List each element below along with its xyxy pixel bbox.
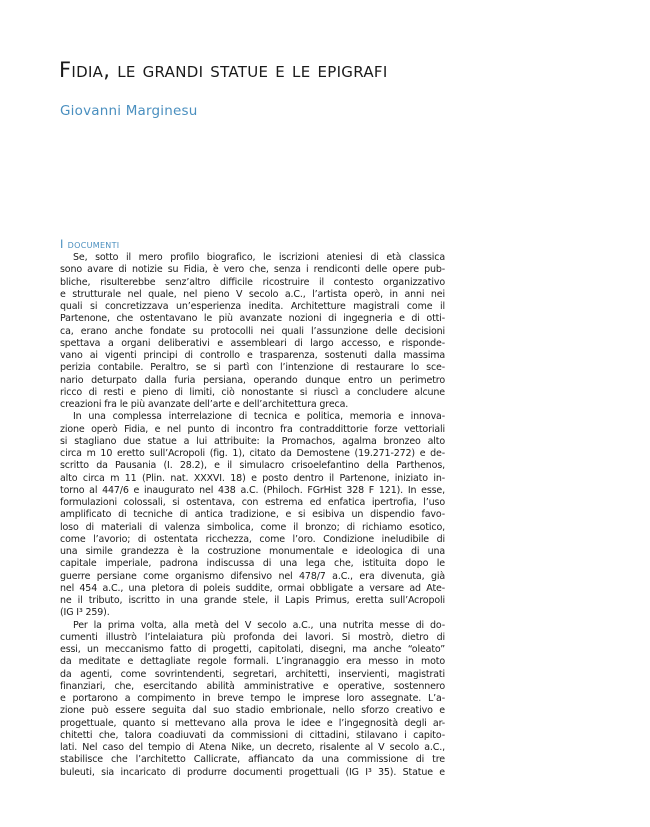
body-line: e strutturale nel quale, nel pieno V secolo a.C., l’artista operò, in anni nei	[60, 288, 445, 300]
body-line: essi, un meccanismo fatto di progetti, capitolati, disegni, ma anche “oleato”	[60, 644, 445, 655]
body-line: finanziari, che, esercitando abilità amministrative e operative, sostennero	[60, 680, 445, 692]
section-heading: I documenti	[60, 237, 120, 251]
body-line: nario deturpato dalla furia persiana, operando dunque entro un perimetro	[60, 374, 445, 386]
body-line: Se, sotto il mero profilo biografico, le iscrizioni ateniesi di età classica	[73, 252, 445, 263]
body-line: quali si concretizzava un’esperienza inedita. Architetture magistrali come il	[60, 301, 445, 312]
body-line: sono avare di notizie su Fidia, è vero che, senza i rendiconti delle opere pub-	[60, 264, 445, 276]
body-line: circa m 10 eretto sull’Acropoli (fig. 1), citato da Demostene (19.271-272) e de-	[60, 448, 445, 459]
body-line: ca, erano anche fondate su protocolli nei quali l’assunzione delle decisioni	[60, 325, 445, 337]
body-line: Per la prima volta, alla metà del V secolo a.C., una nutrita messe di do-	[73, 619, 445, 631]
body-line: capitale imperiale, padrona indiscussa di una lega che, istituita dopo le	[60, 558, 445, 570]
author-name: Giovanni Marginesu	[60, 103, 198, 119]
body-line: si stagliano due statue a lui attribuite: la Promachos, agalma bronzeo alto	[60, 435, 445, 447]
body-line: ne il tributo, iscritto in una grande stele, il Lapis Primus, eretta sull’Acropoli	[60, 595, 445, 606]
body-line: scritto da Pausania (I. 28.2), e il simulacro crisoelefantino della Parthenos,	[60, 460, 445, 472]
body-line: lati. Nel caso del tempio di Atena Nike, un decreto, risalente al V secolo a.C.,	[60, 742, 445, 753]
body-line: da meditate e dettagliate regole formali. L’ingranaggio era messo in moto	[60, 656, 445, 668]
body-line: cumenti illustrò l’intelaiatura più profonda dei lavori. Si mostrò, dietro di	[60, 631, 445, 643]
body-line: formulazioni colossali, si ostentava, con estrema ed enfatica ipertrofia, l’uso	[60, 497, 445, 508]
body-line: amplificato di tecniche di antica tradizione, e si esibiva un dispendio favo-	[60, 509, 445, 521]
body-line: spettava a organi deliberativi e assembleari di largo accesso, e risponde-	[60, 337, 445, 349]
body-line: zione operò Fidia, e nel punto di incontro fra contraddittorie forze vettoriali	[60, 423, 445, 435]
body-line: una simile grandezza è la costruzione monumentale e ideologica di una	[60, 546, 445, 557]
body-line: progettuale, quanto si mettevano alla prova le idee e l’ingegnosità degli ar-	[60, 717, 445, 729]
body-line: chitetti che, talora coadiuvati da commissioni di cittadini, stilavano i capito-	[60, 729, 445, 741]
body-line: guerre persiane come organismo difensivo nel 478/7 a.C., era divenuta, già	[60, 570, 445, 582]
body-line: loso di materiali di valenza simbolica, come il bronzo; di richiamo esotico,	[60, 521, 445, 533]
body-line: In una complessa interrelazione di tecnica e politica, memoria e innova-	[73, 411, 445, 423]
body-line: Partenone, che ostentavano le più avanzate nozioni di ingegneria e di otti-	[60, 313, 445, 325]
article-title: Fidia, le grandi statue e le epigrafi	[59, 58, 388, 82]
body-line: (IG I³ 259).	[60, 607, 110, 619]
body-line: ricco di resti e pieno di limiti, ciò nonostante si riuscì a concludere alcune	[60, 386, 445, 398]
body-line: e portarono a compimento in breve tempo le imprese loro assegnate. L’a-	[60, 693, 445, 704]
body-line: zione può essere seguita dal suo stadio embrionale, nello sforzo creativo e	[60, 705, 445, 717]
body-line: bliche, risulterebbe senz’altro difficile ricostruire il contesto organizzativo	[60, 276, 445, 288]
body-line: torno al 447/6 e inaugurato nel 438 a.C. (Philoch. FGrHist 328 F 121). In esse,	[60, 484, 445, 496]
body-line: come l’avorio; di ostentata ricchezza, come l’oro. Condizione ineludibile di	[60, 533, 445, 545]
body-line: nel 454 a.C., una pletora di poleis suddite, ormai obbligate a versare ad Ate-	[60, 582, 445, 594]
body-line: buleuti, sia incaricato di produrre documenti progettuali (IG I³ 35). Statue e	[60, 766, 445, 778]
body-line: alto circa m 11 (Plin. nat. XXXVI. 18) e posto dentro il Partenone, iniziato in-	[60, 472, 445, 484]
body-text	[60, 252, 445, 779]
body-line: perizia contabile. Peraltro, se si partì con l’intenzione di restaurare lo sce-	[60, 362, 445, 374]
body-line: creazioni fra le più avanzate dell’arte e dell’architettura greca.	[60, 399, 349, 410]
body-line: vano ai vigenti principi di controllo e trasparenza, sostenuti dalla massima	[60, 350, 445, 361]
body-line: stabilisce che l’architetto Callicrate, affiancato da una commissione di tre	[60, 754, 445, 766]
body-line: da agenti, come sovrintendenti, segretari, architetti, inservienti, magistrati	[60, 668, 445, 680]
